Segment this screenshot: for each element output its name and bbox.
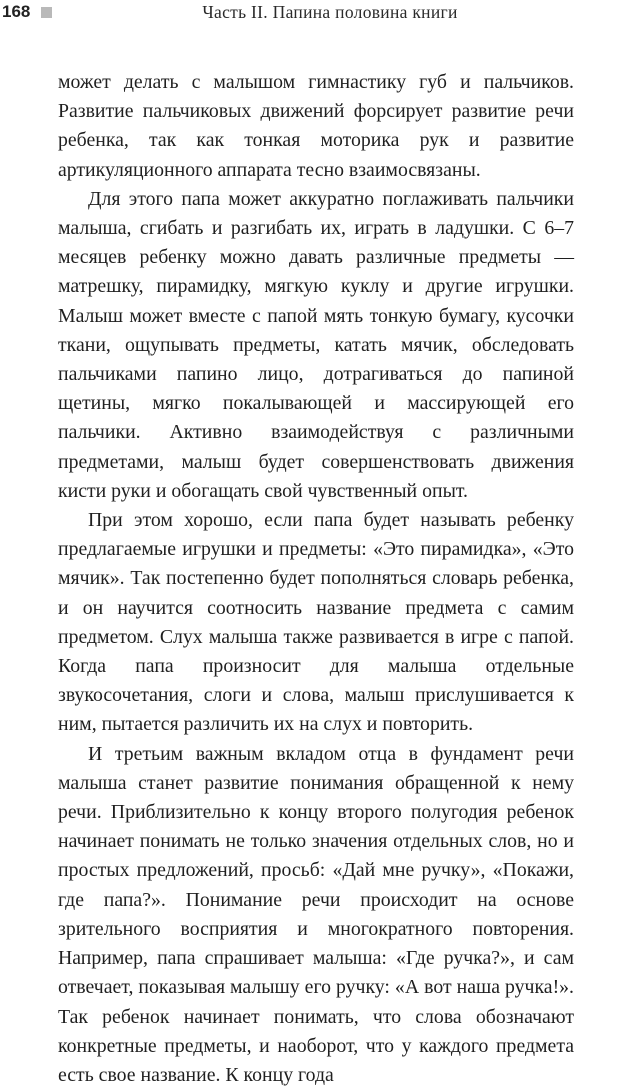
paragraph: При этом хорошо, если папа будет называть ребенку предлагаемые игрушки и предметы: «Это пирамидка», «Это мячик». Так постепенно будет пополняться словарь ребенка, и он научится соотносить название предмета с самим предметом. Слух малыша также развивается в игре с папой. Когда папа произносит для малыша отдельные звукосочетания, слоги и слова, малыш прислушивается к ним, пытается различить их на слух и повторить. bbox=[58, 509, 574, 736]
paragraph: может делать с малышом гимнастику губ и пальчиков. Развитие пальчиковых движений форсирует развитие речи ребенка, так как тонкая моторика рук и развитие артикуляционного аппарата тесно взаимосвязаны. bbox=[58, 71, 574, 181]
paragraph: И третьим важным вкладом отца в фундамент речи малыша станет развитие понимания обращенной к нему речи. Приблизительно к концу второго полугодия ребенок начинает понимать не только значения отдельных слов, но и простых предложений, просьб: «Дай мне ручку», «Покажи, где папа?». Понимание речи происходит на основе зрительного восприятия и многократного повторения. Например, папа спрашивает малыша: «Где ручка?», и сам отвечает, показывая малышу его ручку: «А вот наша ручка!». Так ребенок начинает понимать, что слова обозначают конкретные предметы, и наоборот, что у каждого предмета есть свое название. К концу года bbox=[58, 742, 574, 1086]
body-text bbox=[58, 68, 574, 1090]
running-head: Часть II. Папина половина книги bbox=[202, 2, 458, 22]
page-number: 168 bbox=[2, 2, 31, 21]
paragraph: Для этого папа может аккуратно поглаживать пальчики малыша, сгибать и разгибать их, играть в ладушки. С 6–7 месяцев ребенку можно давать различные предметы — матрешку, пирамидку, мягкую куклу и другие игрушки. Малыш может вместе с папой мять тонкую бумагу, кусочки ткани, ощупывать предметы, катать мячик, обследовать пальчиками папино лицо, дотрагиваться до папиной щетины, мягко покалывающей и массирующей его пальчики. Активно взаимодействуя с различными предметами, малыш будет совершенствовать движения кисти руки и обогащать свой чувственный опыт. bbox=[58, 187, 574, 502]
page-header bbox=[0, 0, 620, 30]
